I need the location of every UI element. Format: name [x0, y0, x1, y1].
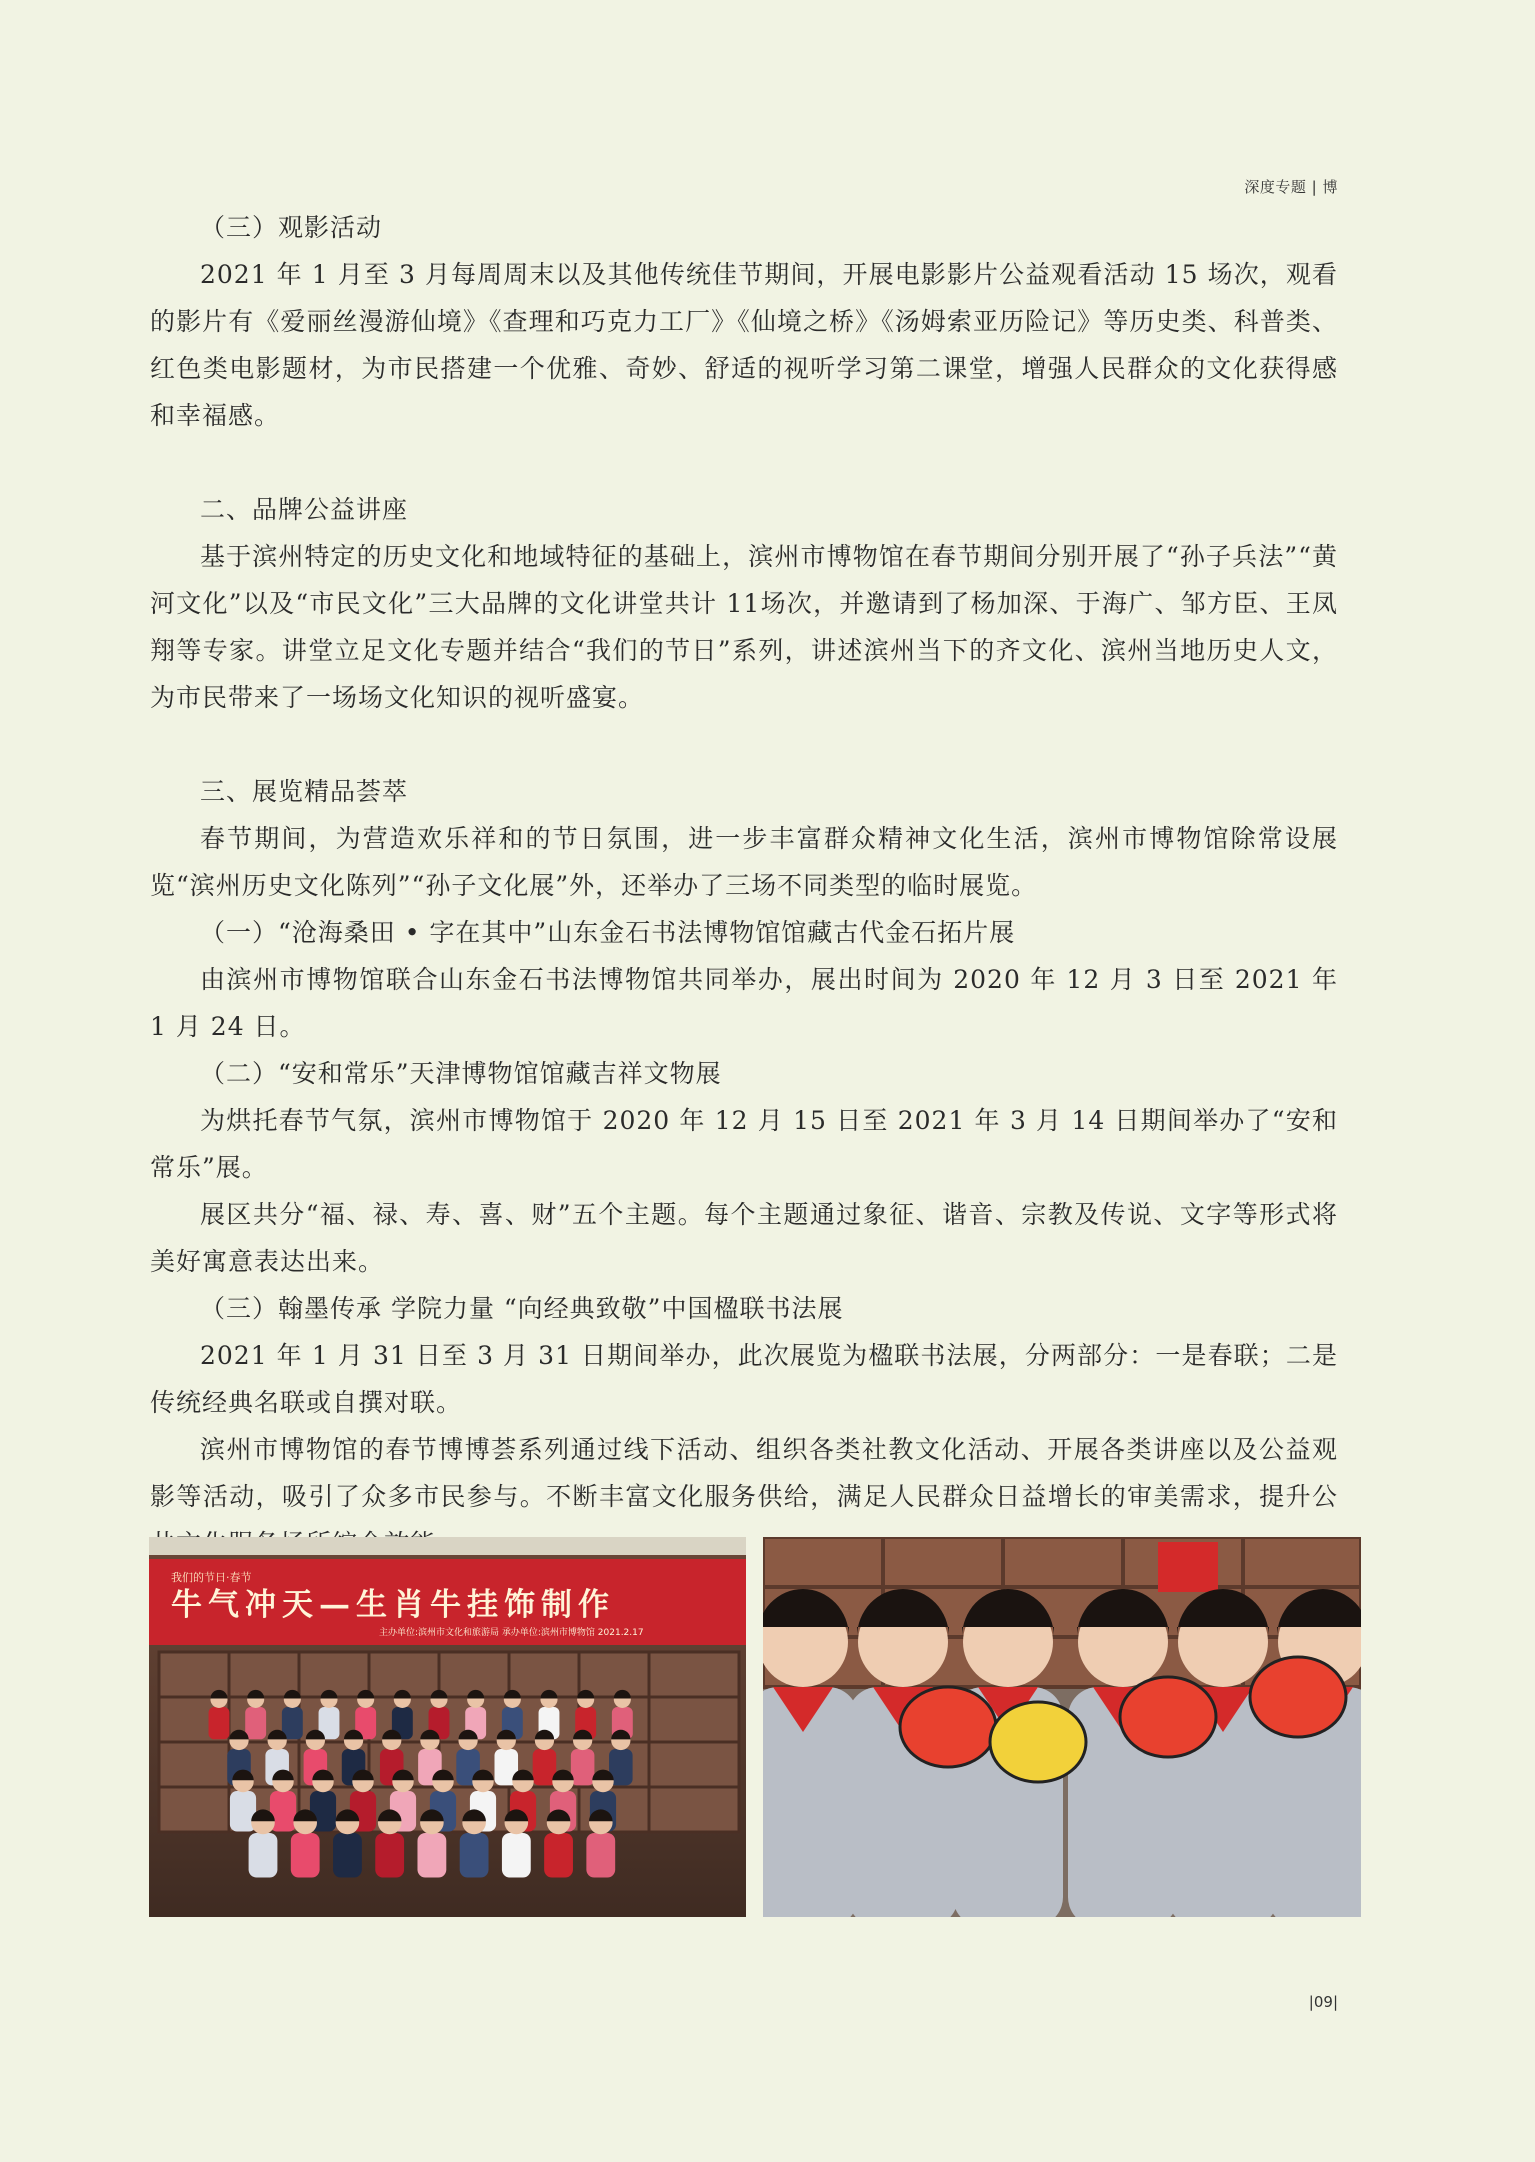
group-photo-illustration: [149, 1537, 746, 1917]
red-decoration: [1158, 1542, 1218, 1592]
page-number: |09|: [1308, 1993, 1338, 2011]
section-heading: （三）观影活动: [200, 213, 383, 242]
person-body: [502, 1833, 531, 1878]
section-heading: （二）“安和常乐”天津博物馆馆藏吉祥文物展: [200, 1059, 722, 1088]
person-body: [375, 1833, 404, 1878]
person-body: [586, 1833, 615, 1878]
photo-group-craft-event: [149, 1537, 746, 1917]
person-body: [209, 1707, 230, 1739]
paragraph-gap: [150, 439, 1338, 486]
banner-title: 牛气冲天—生肖牛挂饰制作: [171, 1587, 615, 1623]
person-body: [245, 1707, 266, 1739]
paragraph: 滨州市博物馆的春节博博荟系列通过线下活动、组织各类社教文化活动、开展各类讲座以及公益观影等活动，吸引了众多市民参与。不断丰富文化服务供给，满足人民群众日益增长的审美需求，提升公: [150, 1435, 1338, 1511]
person-body: [291, 1833, 320, 1878]
running-header: [1244, 176, 1338, 197]
children-photo-illustration: [763, 1537, 1361, 1917]
child-figure: [763, 1589, 858, 1917]
banner-small-text: 我们的节日·春节: [171, 1571, 252, 1584]
section-heading: 二、品牌公益讲座: [200, 495, 409, 524]
paragraph: 基于滨州特定的历史文化和地域特征的基础上，滨州市博物馆在春节期间分别开展了“孙子兵法”“黄河文化”以及“市民文化”三大品牌的文化讲堂共计 11场次，并邀请到了杨加深、于海广、邹方臣、王凤翔等专家。讲堂立足文化专题并结合“我们的节日”系列，讲述滨州当下的齐文化、滨州当地历史人文，为市民带来了一场场文化知识的视听盛宴。: [150, 542, 1338, 712]
person-body: [417, 1833, 446, 1878]
section-heading: （一）“沧海桑田 • 字在其中”山东金石书法博物馆馆藏古代金石拓片展: [200, 918, 1016, 947]
person-body: [544, 1833, 573, 1878]
paragraph: 2021 年 1 月至 3 月每周周末以及其他传统佳节期间，开展电影影片公益观看活动 15 场次，观看的影片有《爱丽丝漫游仙境》《查理和巧克力工厂》《仙境之桥》《汤姆索亚历险记》等历史类、科普类、红色类电影题材，为市民搭建一个优雅、奇妙、舒适的视听学习第二课堂，增强人民群众的文化获得感和幸福感。: [150, 260, 1338, 430]
person-body: [571, 1749, 595, 1785]
tiger-craft: [1120, 1677, 1216, 1757]
tiger-craft: [1250, 1657, 1346, 1737]
tiger-craft: [900, 1687, 996, 1767]
photo-children-with-crafts: [763, 1537, 1361, 1917]
section-heading: （三）翰墨传承 学院力量 “向经典致敬”中国楹联书法展: [200, 1294, 844, 1323]
paragraph: 展区共分“福、禄、寿、喜、财”五个主题。每个主题通过象征、谐音、宗教及传说、文字等形式将美好寓意表达出来。: [150, 1200, 1338, 1276]
person-body: [249, 1833, 278, 1878]
school-uniform: [763, 1687, 858, 1917]
tiger-craft: [990, 1702, 1086, 1782]
header-separator: |: [1306, 178, 1323, 196]
paragraph: 春节期间，为营造欢乐祥和的节日氛围，进一步丰富群众精神文化生活，滨州市博物馆除常设展览“滨州历史文化陈列”“孙子文化展”外，还举办了三场不同类型的临时展览。: [150, 824, 1338, 900]
section-heading: 三、展览精品荟萃: [200, 777, 409, 806]
paragraph: 由滨州市博物馆联合山东金石书法博物馆共同举办，展出时间为 2020 年 12 月 3 日至 2021 年 1 月 24 日。: [150, 965, 1338, 1041]
person-body: [460, 1833, 489, 1878]
header-mark: 博: [1322, 178, 1338, 196]
article-body: [150, 204, 1338, 1567]
paragraph-gap: [150, 721, 1338, 768]
photo-strip: [149, 1537, 1361, 1917]
banner-subtitle: 主办单位:滨州市文化和旅游局 承办单位:滨州市博物馆 2021.2.17: [379, 1628, 644, 1638]
paragraph: 为烘托春节气氛，滨州市博物馆于 2020 年 12 月 15 日至 2021 年 3 月 14 日期间举办了“安和常乐”展。: [150, 1106, 1338, 1182]
paragraph: 2021 年 1 月 31 日至 3 月 31 日期间举办，此次展览为楹联书法展，分两部分：一是春联；二是传统经典名联或自撰对联。: [150, 1341, 1338, 1417]
child-figure: [1268, 1589, 1361, 1917]
header-section: 深度专题: [1244, 178, 1307, 196]
person-body: [333, 1833, 362, 1878]
